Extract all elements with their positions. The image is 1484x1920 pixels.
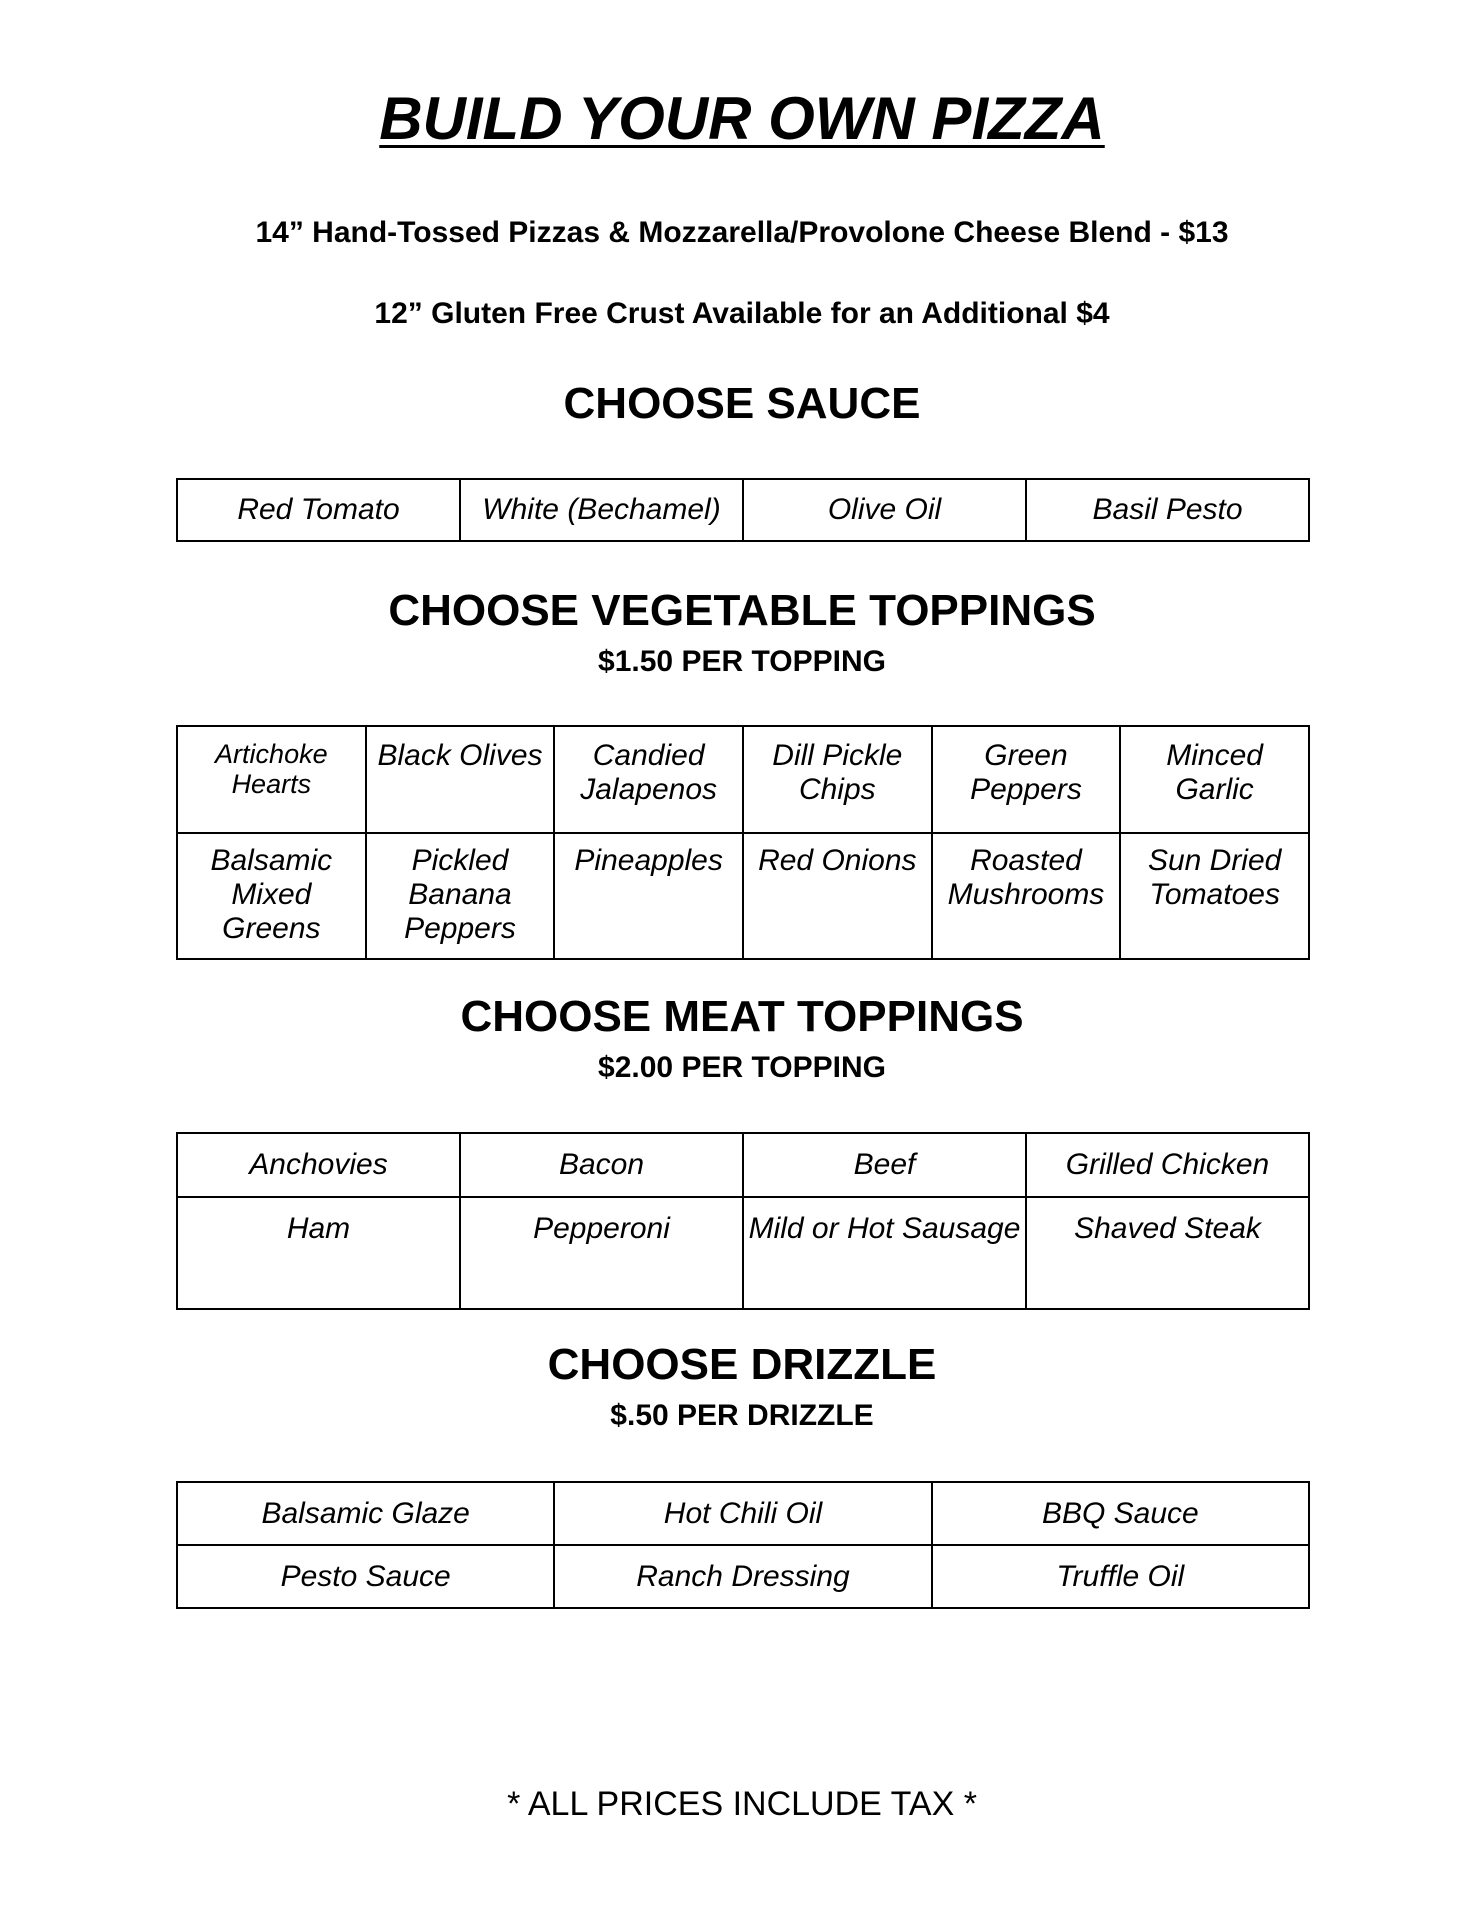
drizzle-option: Pesto Sauce bbox=[177, 1545, 554, 1608]
sauce-option: White (Bechamel) bbox=[460, 479, 743, 541]
meat-table bbox=[176, 1132, 1310, 1310]
meat-option: Ham bbox=[177, 1197, 460, 1309]
vegetable-option: Dill Pickle Chips bbox=[743, 726, 932, 833]
drizzle-table bbox=[176, 1481, 1310, 1609]
sauce-heading: CHOOSE SAUCE bbox=[563, 379, 921, 428]
table-row bbox=[177, 833, 1309, 959]
vegetable-option: Minced Garlic bbox=[1120, 726, 1309, 833]
vegetable-option: Pickled Banana Peppers bbox=[366, 833, 555, 959]
sauce-option: Red Tomato bbox=[177, 479, 460, 541]
table-row bbox=[177, 1133, 1309, 1197]
vegetable-price: $1.50 PER TOPPING bbox=[598, 645, 886, 678]
meat-option: Grilled Chicken bbox=[1026, 1133, 1309, 1197]
intro-line-pizza-price: 14” Hand-Tossed Pizzas & Mozzarella/Provolone Cheese Blend - $13 bbox=[255, 216, 1229, 249]
table-row bbox=[177, 1545, 1309, 1608]
meat-option: Mild or Hot Sausage bbox=[743, 1197, 1026, 1309]
drizzle-option: BBQ Sauce bbox=[932, 1482, 1309, 1545]
vegetable-option: Red Onions bbox=[743, 833, 932, 959]
vegetable-heading: CHOOSE VEGETABLE TOPPINGS bbox=[388, 586, 1096, 635]
sauce-option: Basil Pesto bbox=[1026, 479, 1309, 541]
drizzle-heading: CHOOSE DRIZZLE bbox=[547, 1340, 937, 1389]
intro-line-gluten-free: 12” Gluten Free Crust Available for an Additional $4 bbox=[374, 297, 1110, 330]
meat-heading: CHOOSE MEAT TOPPINGS bbox=[460, 992, 1024, 1041]
table-row bbox=[177, 1197, 1309, 1309]
page-title: BUILD YOUR OWN PIZZA bbox=[379, 85, 1105, 152]
vegetable-option: Black Olives bbox=[366, 726, 555, 833]
meat-option: Pepperoni bbox=[460, 1197, 743, 1309]
table-row bbox=[177, 726, 1309, 833]
vegetable-option: Artichoke Hearts bbox=[177, 726, 366, 833]
drizzle-option: Truffle Oil bbox=[932, 1545, 1309, 1608]
table-row bbox=[177, 479, 1309, 541]
drizzle-option: Ranch Dressing bbox=[554, 1545, 931, 1608]
tax-footer: * ALL PRICES INCLUDE TAX * bbox=[507, 1785, 977, 1823]
vegetable-option: Candied Jalapenos bbox=[554, 726, 743, 833]
drizzle-option: Hot Chili Oil bbox=[554, 1482, 931, 1545]
meat-option: Bacon bbox=[460, 1133, 743, 1197]
vegetable-option: Roasted Mushrooms bbox=[932, 833, 1121, 959]
meat-option: Anchovies bbox=[177, 1133, 460, 1197]
table-row bbox=[177, 1482, 1309, 1545]
drizzle-price: $.50 PER DRIZZLE bbox=[610, 1399, 874, 1432]
vegetable-option: Pineapples bbox=[554, 833, 743, 959]
vegetable-table bbox=[176, 725, 1310, 960]
meat-option: Shaved Steak bbox=[1026, 1197, 1309, 1309]
sauce-table bbox=[176, 478, 1310, 542]
vegetable-option: Sun Dried Tomatoes bbox=[1120, 833, 1309, 959]
drizzle-option: Balsamic Glaze bbox=[177, 1482, 554, 1545]
meat-option: Beef bbox=[743, 1133, 1026, 1197]
sauce-option: Olive Oil bbox=[743, 479, 1026, 541]
vegetable-option: Balsamic Mixed Greens bbox=[177, 833, 366, 959]
vegetable-option: Green Peppers bbox=[932, 726, 1121, 833]
meat-price: $2.00 PER TOPPING bbox=[598, 1051, 886, 1084]
